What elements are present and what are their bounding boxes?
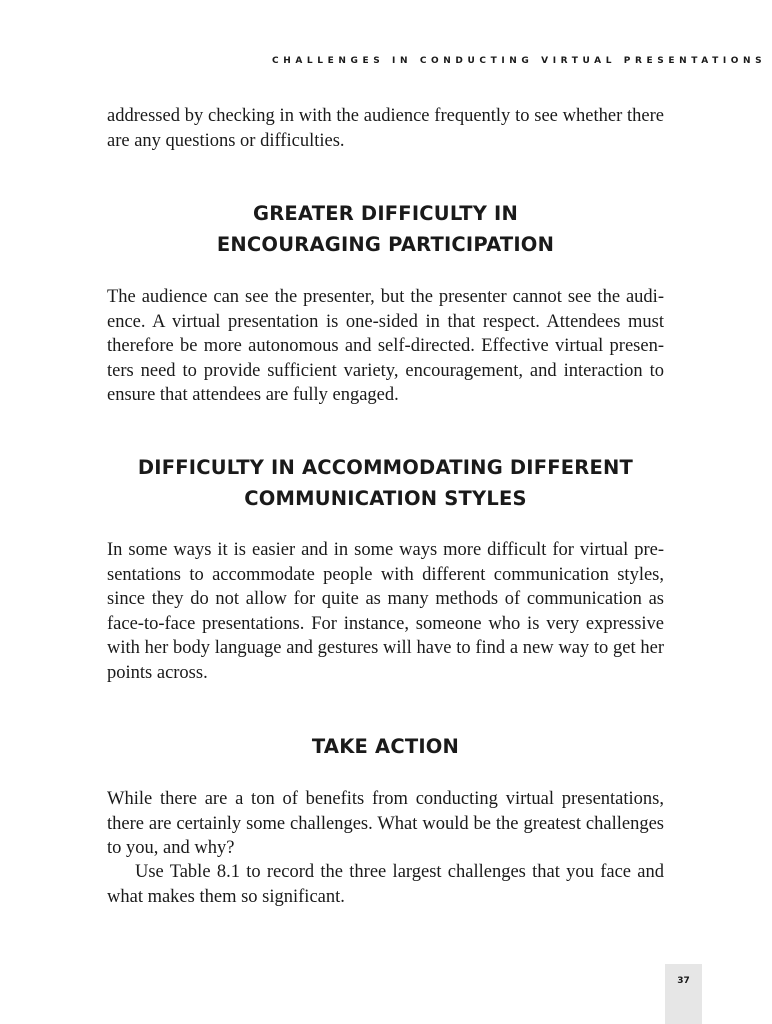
heading-line: COMMUNICATION STYLES <box>244 487 527 510</box>
communication-styles-paragraph: In some ways it is easier and in some ways more difficult for virtual presentations to accommodate people with different communication styles, since they do not allow for quite as many methods of communication as face-to-face presentations. For instance, someone who is very expressive with her body language and gestures will have to find a new way to get her points across. <box>107 540 664 683</box>
participation-paragraph: The audience can see the presenter, but the presenter cannot see the audience. A virtual presentation is one-sided in that respect. Attendees must therefore be more autonomous and self-directed. Effective virtual presenters need to provide sufficient variety, encouragement, and interaction to ensure that attendees are fully engaged. <box>107 287 664 406</box>
page-number: 37 <box>677 976 690 986</box>
running-header: CHALLENGES IN CONDUCTING VIRTUAL PRESENTATIONS <box>272 56 767 66</box>
section-heading-take-action: TAKE ACTION <box>311 735 460 758</box>
section-heading-participation <box>107 198 664 260</box>
intro-paragraph: addressed by checking in with the audience frequently to see whether there are any questions or difficulties. <box>107 106 664 151</box>
heading-line: DIFFICULTY IN ACCOMMODATING DIFFERENT <box>137 456 634 479</box>
heading-line: GREATER DIFFICULTY IN <box>252 202 518 225</box>
take-action-paragraph: While there are a ton of benefits from conducting virtual presentations, there are certainly some challenges. What would be the greatest challenges to you, and why? <box>107 789 664 859</box>
section-heading-communication-styles <box>107 452 664 514</box>
page-number-tab <box>665 964 702 1024</box>
heading-line: ENCOURAGING PARTICIPATION <box>216 233 555 256</box>
take-action-instruction: Use Table 8.1 to record the three largest challenges that you face and what makes them so significant. <box>107 862 664 907</box>
